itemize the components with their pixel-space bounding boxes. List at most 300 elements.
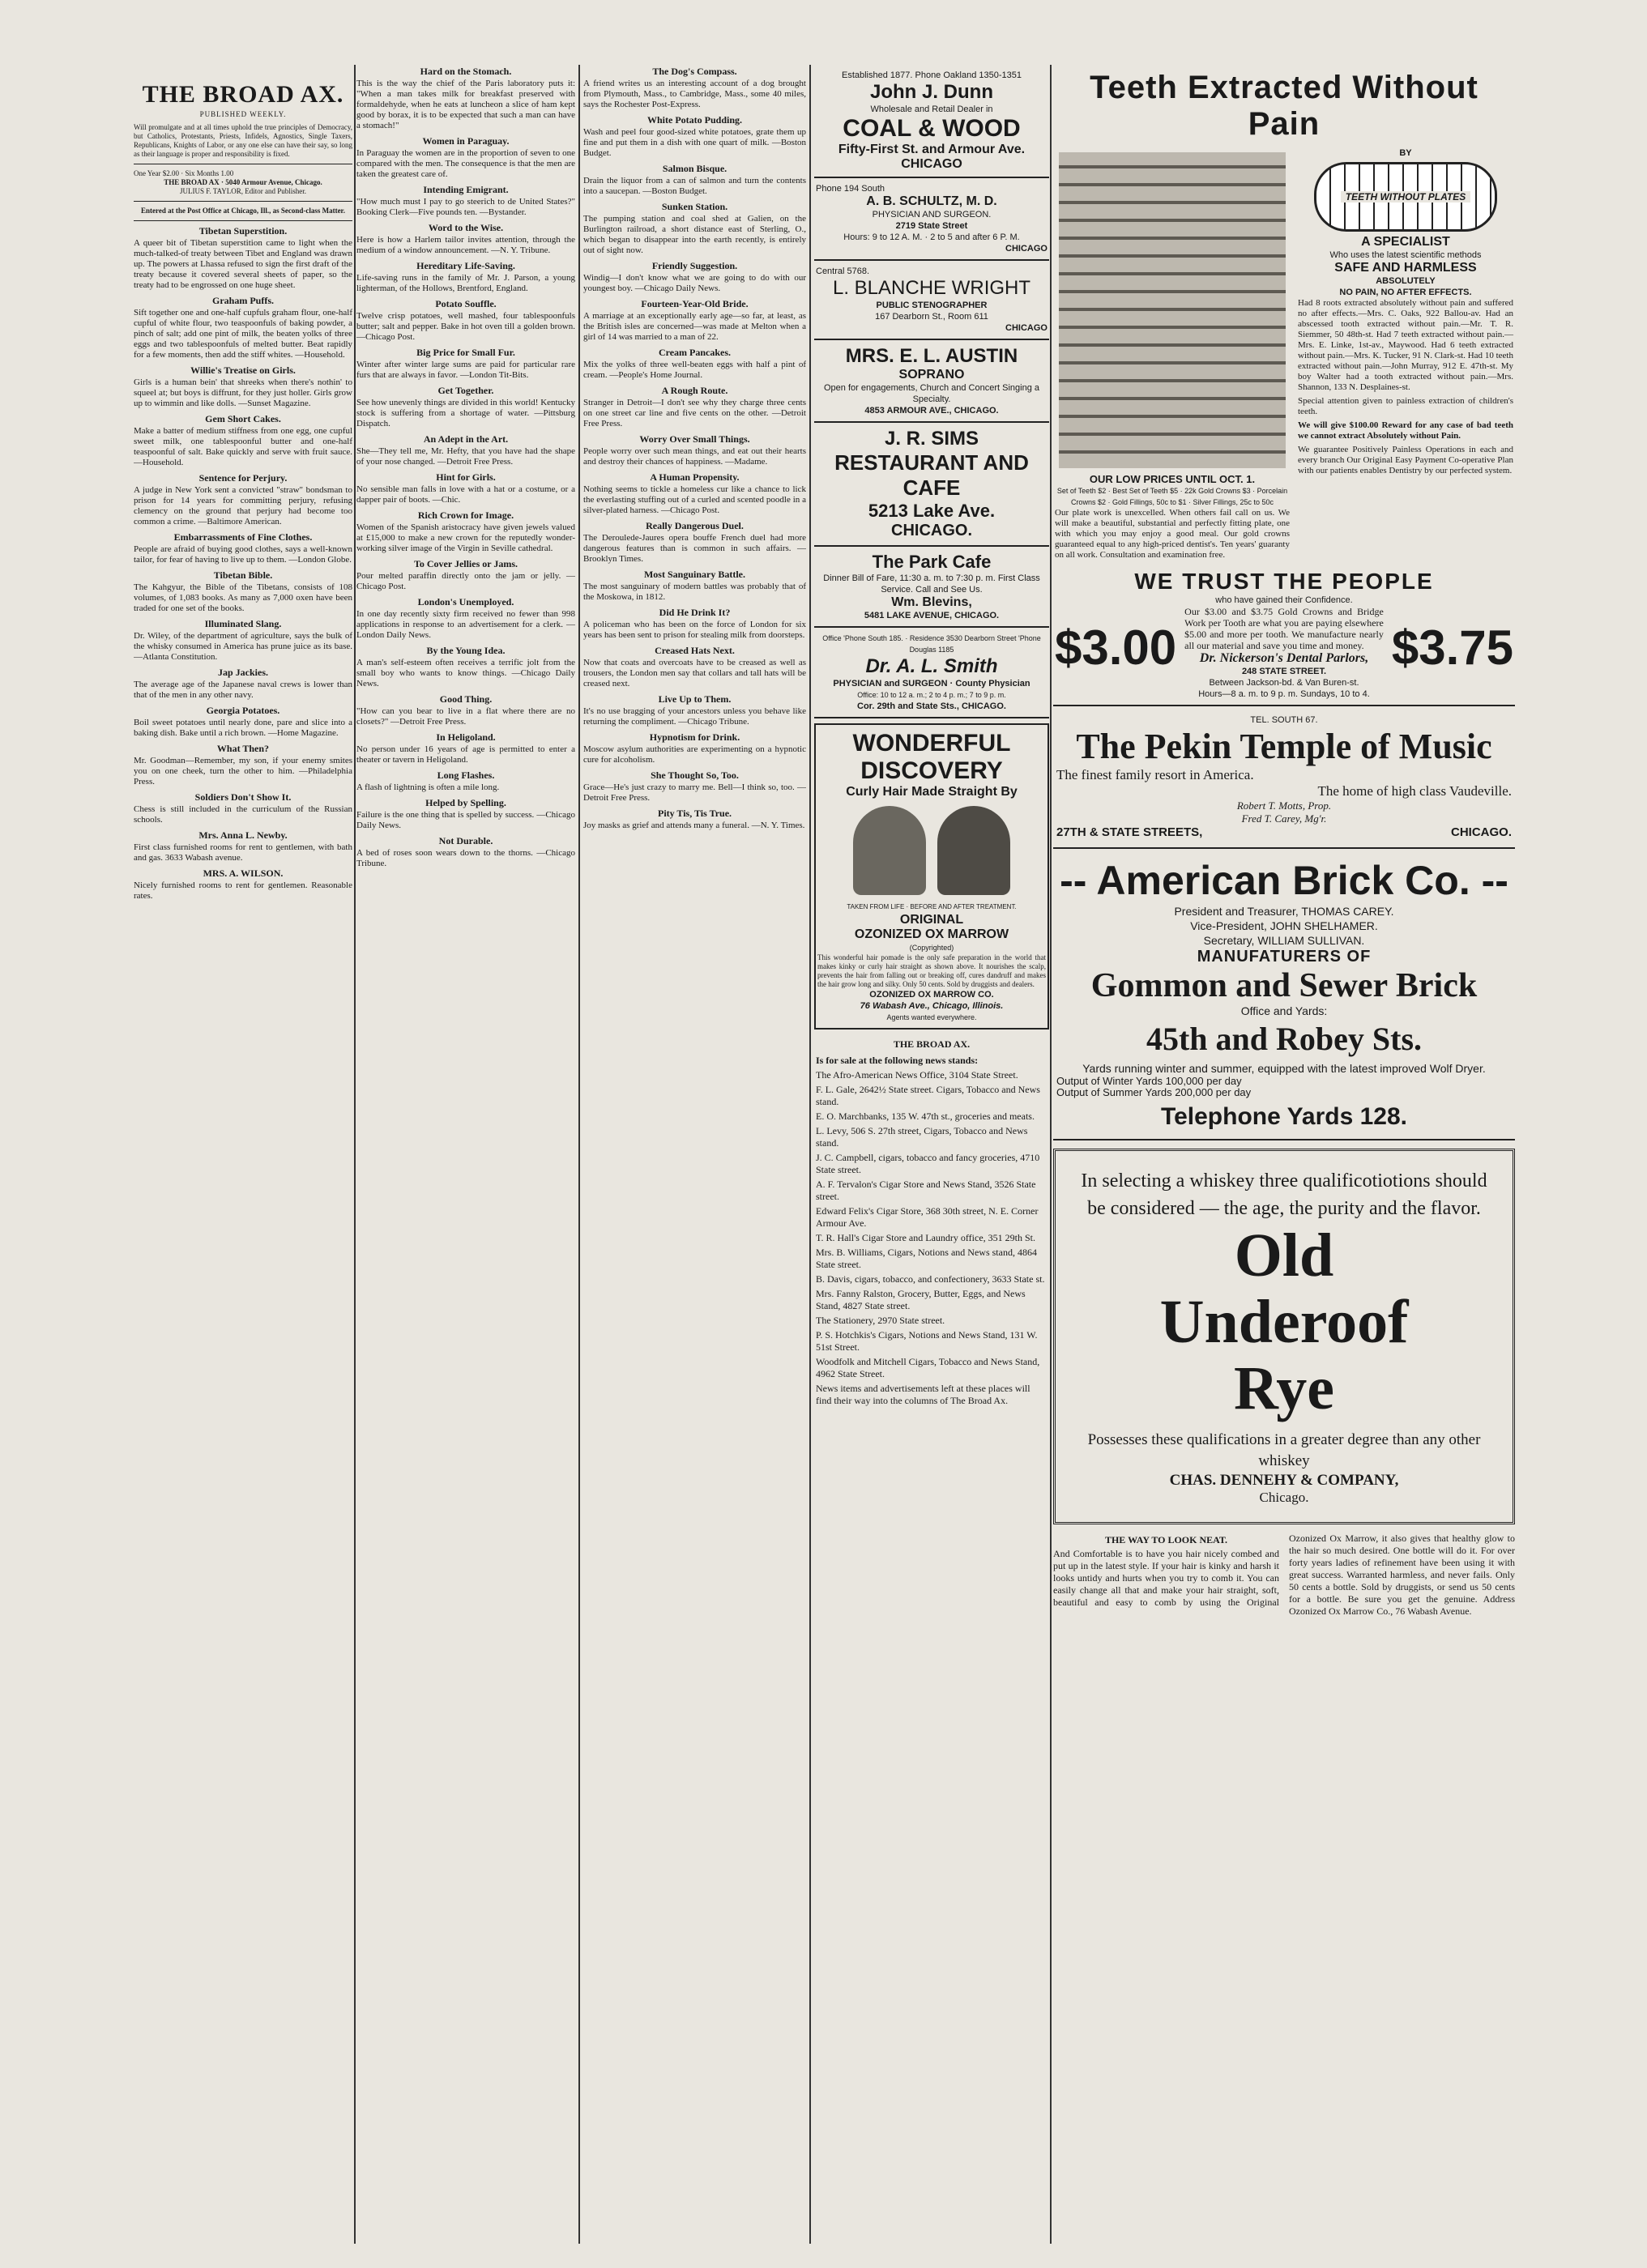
- article-body: The Kahgyur, the Bible of the Tibetans, consists of 108 volumes, of 1,083 books. As many as 7,000 oxen have been traded for one set of the books.: [134, 582, 352, 613]
- marrow-addr: 76 Wabash Ave., Chicago, Illinois.: [860, 1001, 1004, 1011]
- article-headline: Get Together.: [437, 385, 494, 396]
- article-body: People are afraid of buying good clothes, says a well-known tailor, for fear of having to live up to them. —London Globe.: [134, 544, 352, 565]
- article-headline: London's Unemployed.: [417, 596, 514, 608]
- brick-winter: Output of Winter Yards 100,000 per day: [1056, 1075, 1242, 1087]
- article: [134, 706, 352, 739]
- article: [134, 830, 352, 863]
- article-body: Windig—I don't know what we are going to do with our youngest boy. —Chicago Daily News.: [583, 273, 806, 293]
- marrow-h1: WONDERFUL: [852, 730, 1011, 757]
- article: [583, 770, 806, 804]
- article-body: The most sanguinary of modern battles was probably that of the Moskowa, in 1812.: [583, 582, 806, 602]
- article: [583, 202, 806, 256]
- article-body: Pour melted paraffin directly onto the jam or jelly. —Chicago Post.: [356, 571, 575, 591]
- article-headline: Long Flashes.: [437, 770, 495, 781]
- article: [134, 619, 352, 663]
- article-body: A judge in New York sent a convicted "straw" bondsman to prison for 14 years for committing perjury, refusing clemency on the ground that perjury had become too common a crime. —Baltimore American.: [134, 485, 352, 526]
- stand-item: Mrs. B. Williams, Cigars, Notions and News stand, 4864 State street.: [816, 1247, 1037, 1270]
- whiskey-brand-3: Rye: [1234, 1354, 1334, 1422]
- article-body: No person under 16 years of age is permitted to enter a theater or tavern in Heligoland.: [356, 744, 575, 765]
- article-headline: Most Sanguinary Battle.: [643, 569, 745, 580]
- rule-4: [1050, 65, 1052, 2244]
- article: [134, 532, 352, 565]
- look-neat-title: THE WAY TO LOOK NEAT.: [1104, 1534, 1228, 1545]
- article: [356, 472, 575, 505]
- news-stands: [814, 1034, 1049, 1410]
- park-owner: Wm. Blevins,: [891, 595, 972, 609]
- wright-name: L. BLANCHE WRIGHT: [832, 277, 1031, 299]
- dental-trust: WE TRUST THE PEOPLE: [1134, 569, 1434, 594]
- dental-addr: 248 STATE STREET.: [1241, 667, 1327, 676]
- article: [583, 261, 806, 294]
- article-body: No sensible man falls in love with a hat or a costume, or a dapper pair of boots. —Chic.: [356, 484, 575, 505]
- dental-plate: Our plate work is unexcelled. When others fail call on us. We will make a beautiful, substantial and perfectly fitting plate, one with which you may enjoy a good meal. Our gold crowns guaranteed equal to any high-priced dentist's. Ten years' guaranty on all work. Consultation and examination free.: [1055, 508, 1290, 560]
- sims-name: J. R. SIMS: [884, 428, 979, 450]
- article: [583, 646, 806, 689]
- austin-desc: Open for engagements, Church and Concert Singing a Specialty.: [824, 383, 1039, 404]
- article-headline: Willie's Treatise on Girls.: [190, 364, 296, 376]
- article-body: A queer bit of Tibetan superstition came to light when the much-talked-of treaty between Tibet and England was drawn up. The powers at Lhassa refused to sign the first draft of the treaty because it covered several sheets of paper, so the treaty had to be engrossed on one huge sheet.: [134, 238, 352, 290]
- brick-mfr: MANUFATURERS OF: [1197, 948, 1372, 966]
- schultz-hours: Hours: 9 to 12 A. M. · 2 to 5 and after 6 P. M.: [843, 232, 1020, 242]
- article: [583, 521, 806, 565]
- article: [134, 868, 352, 902]
- austin-name: MRS. E. L. AUSTIN: [845, 345, 1018, 367]
- article-headline: The Dog's Compass.: [652, 66, 737, 77]
- article-headline: A Rough Route.: [661, 385, 728, 396]
- dental-desc: Who uses the latest scientific methods: [1329, 250, 1482, 260]
- brick-office: Office and Yards:: [1240, 1004, 1328, 1017]
- whiskey-intro: In selecting a whiskey three qualificotiotions should be considered — the age, the purity and the flavor.: [1081, 1170, 1487, 1219]
- marrow-h4: OZONIZED OX MARROW: [854, 927, 1009, 941]
- article-body: Moscow asylum authorities are experimenting on a hypnotic cure for alcoholism.: [583, 744, 806, 765]
- brick-addr: 45th and Robey Sts.: [1146, 1021, 1423, 1057]
- wright-city: CHICAGO: [1005, 323, 1048, 333]
- marrow-body: This wonderful hair pomade is the only safe preparation in the world that makes kinky or curly hair straight as shown above. It nourishes the scalp, prevents the hair from falling out or breaking off, cures dandruff and makes the hair grow long and silky. Only 50 cents. Sold by druggists and dealers.: [817, 953, 1046, 988]
- article-body: Drain the liquor from a can of salmon and turn the contents into a saucepan. —Boston Budget.: [583, 176, 806, 196]
- article-headline: Georgia Potatoes.: [206, 705, 280, 716]
- brick-sec: Secretary, WILLIAM SULLIVAN.: [1203, 934, 1365, 947]
- masthead-editor: JULIUS F. TAYLOR, Editor and Publisher.: [179, 187, 307, 195]
- article-body: Boil sweet potatoes until nearly done, pare and slice into a baking dish. Bake until a rich brown. —Home Magazine.: [134, 718, 352, 738]
- stand-item: Mrs. Fanny Ralston, Grocery, Butter, Eggs, and News Stand, 4827 State street.: [816, 1288, 1026, 1311]
- price-right: $3.75: [1391, 620, 1513, 675]
- article: [356, 136, 575, 180]
- article-headline: Embarrassments of Fine Clothes.: [173, 531, 313, 543]
- marrow-h2: DISCOVERY: [860, 757, 1003, 784]
- column-3-articles: [583, 66, 806, 831]
- article: [134, 570, 352, 614]
- stand-item: F. L. Gale, 2642½ State street. Cigars, Tobacco and News stand.: [816, 1084, 1040, 1107]
- stand-item: News items and advertisements left at these places will find their way into the columns of The Broad Ax.: [816, 1383, 1030, 1406]
- dental-low: OUR LOW PRICES UNTIL OCT. 1.: [1089, 473, 1256, 485]
- article-headline: Pity Tis, Tis True.: [657, 808, 732, 819]
- article-body: She—They tell me, Mr. Hefty, that you have had the shape of your nose changed. —Detroit Free Press.: [356, 446, 575, 467]
- stands-intro: Is for sale at the following news stands:: [816, 1055, 979, 1066]
- brick-vp: Vice-President, JOHN SHELHAMER.: [1190, 919, 1378, 932]
- article-body: A man's self-esteem often receives a terrific jolt from the small boy who wants to know things. —Chicago Daily News.: [356, 658, 575, 688]
- schultz-phone: Phone 194 South: [816, 184, 885, 194]
- article-body: Grace—He's just crazy to marry me. Bell—I think so, too. —Detroit Free Press.: [583, 782, 806, 803]
- masthead-published: PUBLISHED WEEKLY.: [199, 110, 287, 118]
- stand-item: B. Davis, cigars, tobacco, and confectionery, 3633 State st.: [816, 1273, 1045, 1285]
- sims-ad: [814, 423, 1049, 547]
- article-body: Girls is a human bein' that shreeks when there's nothin' to squeel at; but boys is diffrunt, for they just holler. Girls grow up to wimmin and like dolls. —Sunset Magazine.: [134, 377, 352, 408]
- dental-special: Special attention given to painless extraction of children's teeth.: [1298, 396, 1513, 416]
- dental-testimonials: Had 8 roots extracted absolutely without pain and suffered no after effects.—Mrs. C. Oaks, 922 Ballou-av. Had an abscessed tooth extracted without pain.—Mr. T. R. Siemmer, 50 48th-st. Had 7 teeth extracted without pain.—Mrs. E. Linke, 1st-av., Maywood. Had 6 teeth extracted without pain.—Mrs. K. Tucker, 91 N. Clark-st. Had 10 teeth extracted without pain.—John Murray, 912 E. 47th-st. My boy Walter had a tooth extracted without pain.—Mrs. Shannon, 133 N. Desplaines-st.: [1298, 298, 1513, 392]
- article: [134, 744, 352, 787]
- article-headline: Illuminated Slang.: [204, 618, 282, 629]
- dental-parlor: Dr. Nickerson's Dental Parlors,: [1199, 651, 1369, 665]
- article-headline: In Heligoland.: [436, 731, 496, 743]
- schultz-ad: [814, 178, 1049, 261]
- teeth-logo-icon: [1314, 162, 1497, 232]
- schultz-name: A. B. SCHULTZ, M. D.: [866, 194, 997, 208]
- stand-item: J. C. Campbell, cigars, tobacco and fancy groceries, 4710 State street.: [816, 1152, 1040, 1175]
- article: [356, 66, 575, 131]
- article: [356, 694, 575, 727]
- dental-reward: We will give $100.00 Reward for any case of bad teeth we cannot extract Absolutely without Pain.: [1298, 420, 1513, 441]
- masthead-policy: Will promulgate and at all times uphold the true principles of Democracy, but Catholics, Protestants, Priests, Infidels, Agnostics, Single Taxers, Republicans, Knights of Labor, or any one else can have their say, so long as their language is proper and responsibility is fixed.: [134, 123, 352, 158]
- article-headline: A Human Propensity.: [650, 471, 740, 483]
- article-body: Make a batter of medium stiffness from one egg, one cupful sweet milk, one tablespoonful butter and one-half teaspoonful of salt. Bake quickly and serve with fruit sauce. —Household.: [134, 426, 352, 467]
- article: [134, 365, 352, 409]
- article-headline: Tibetan Superstition.: [198, 225, 288, 237]
- schultz-city: CHICAGO: [1005, 244, 1048, 254]
- article-headline: Gem Short Cakes.: [205, 413, 281, 424]
- pekin-city: CHICAGO.: [1451, 825, 1512, 839]
- stand-item: L. Levy, 506 S. 27th street, Cigars, Tobacco and News stand.: [816, 1125, 1028, 1149]
- park-name: The Park Cafe: [872, 552, 992, 572]
- article: [583, 347, 806, 381]
- masthead-title: THE BROAD AX.: [142, 81, 344, 108]
- article-headline: Hint for Girls.: [436, 471, 496, 483]
- article-headline: Tibetan Bible.: [213, 569, 273, 581]
- dental-absolutely: ABSOLUTELY: [1376, 276, 1436, 286]
- sims-city: CHICAGO.: [891, 522, 972, 539]
- article-headline: Friendly Suggestion.: [651, 260, 738, 271]
- after-portrait: [937, 806, 1010, 895]
- brick-yards: Yards running winter and summer, equipped with the latest improved Wolf Dryer.: [1082, 1062, 1486, 1075]
- article-body: Mix the yolks of three well-beaten eggs with half a pint of cream. —People's Home Journal.: [583, 360, 806, 380]
- article: [583, 472, 806, 516]
- article-headline: Mrs. Anna L. Newby.: [198, 829, 288, 841]
- dunn-coal: COAL & WOOD: [843, 115, 1021, 142]
- schultz-addr: 2719 State Street: [895, 221, 968, 231]
- article: [134, 296, 352, 360]
- marrow-maker: OZONIZED OX MARROW CO.: [869, 990, 994, 1000]
- article-headline: Big Price for Small Fur.: [416, 347, 515, 358]
- look-neat-body: And Comfortable is to have you hair nicely combed and put up in the latest style. If your hair is kinky and harsh it looks untidy and hurts when you try to comb it. You can easily change all that and make your hair straight, soft, beautiful and easy to comb by using the Original Ozonized Ox Marrow, it also gives that healthy glow to the hair so much desired. One bottle will do it. For over forty years ladies of refinement have been using it with great success. Warranted harmless, and never fails. Only 50 cents a bottle. Sold by druggists, or send us 50 cents for a bottle. Be sure you get the genuine. Address Ozonized Ox Marrow Co., 76 Wabash Avenue.: [1053, 1533, 1515, 1617]
- article: [356, 770, 575, 793]
- article-body: Women of the Spanish aristocracy have given jewels valued at £15,000 to make a new crown for the reputedly wonder-working silver image of the Virgin in Seville cathedral.: [356, 522, 575, 553]
- article-body: A flash of lightning is often a mile long.: [356, 782, 500, 792]
- article-body: Now that coats and overcoats have to be creased as well as trousers, the London men say that collars and tall hats will be creased next.: [583, 658, 806, 688]
- article-headline: Live Up to Them.: [658, 693, 732, 705]
- article-headline: Creased Hats Next.: [655, 645, 735, 656]
- dental-headline: Teeth Extracted Without Pain: [1090, 70, 1478, 142]
- stand-item: The Afro-American News Office, 3104 State Street.: [816, 1069, 1018, 1081]
- dunn-addr: Fifty-First St. and Armour Ave.: [838, 143, 1026, 156]
- column-5: [1053, 65, 1515, 1622]
- marrow-ad: [814, 723, 1049, 1030]
- article: [583, 732, 806, 765]
- column-1-articles: [134, 226, 352, 902]
- dental-between: Between Jackson-bd. & Van Buren-st.: [1209, 678, 1359, 688]
- column-2-articles: [356, 66, 575, 869]
- stand-item: The Stationery, 2970 State street.: [816, 1315, 945, 1326]
- article-headline: Really Dangerous Duel.: [646, 520, 744, 531]
- dunn-ad: [814, 65, 1049, 178]
- brick-name: -- American Brick Co. --: [1060, 858, 1508, 903]
- masthead-address: THE BROAD AX · 5040 Armour Avenue, Chicago.: [164, 178, 322, 186]
- austin-title: SOPRANO: [898, 368, 965, 382]
- article-headline: Word to the Wise.: [428, 222, 504, 233]
- article: [583, 434, 806, 467]
- dunn-name: John J. Dunn: [870, 81, 993, 103]
- article: [134, 667, 352, 701]
- article-body: Wash and peel four good-sized white potatoes, grate them up fine and put them in a dish with one quart of milk. —Boston Budget.: [583, 127, 806, 158]
- wright-title: PUBLIC STENOGRAPHER: [876, 301, 988, 310]
- article-body: See how unevenly things are divided in this world! Kentucky stock is suffering from a shortage of water. —Pittsburg Dispatch.: [356, 398, 575, 428]
- austin-ad: [814, 340, 1049, 423]
- article: [356, 386, 575, 429]
- dental-ad: [1053, 65, 1515, 706]
- masthead-rates: One Year $2.00 · Six Months 1.00: [134, 169, 234, 177]
- stands-list: [816, 1069, 1048, 1407]
- article-headline: Soldiers Don't Show It.: [194, 791, 292, 803]
- column-3: [583, 65, 806, 836]
- marrow-copy: (Copyrighted): [909, 944, 954, 952]
- marrow-illustration: [817, 806, 1046, 895]
- article: [583, 808, 806, 831]
- article: [356, 597, 575, 641]
- article-body: First class furnished rooms for rent to gentlemen, with bath and gas. 3633 Wabash avenue.: [134, 842, 352, 863]
- pekin-name: The Pekin Temple of Music: [1076, 727, 1492, 766]
- article: [356, 261, 575, 294]
- article: [356, 836, 575, 869]
- article: [356, 185, 575, 218]
- pekin-ad: [1053, 706, 1515, 849]
- whiskey-brand-2: Underoof: [1159, 1288, 1409, 1356]
- rule-2: [578, 65, 580, 2244]
- dental-nopain: NO PAIN, NO AFTER EFFECTS.: [1339, 288, 1472, 297]
- marrow-agents: Agents wanted everywhere.: [886, 1013, 977, 1021]
- pekin-mgr: Fred T. Carey, Mg'r.: [1241, 812, 1327, 825]
- park-ad: [814, 547, 1049, 628]
- article: [356, 732, 575, 765]
- article: [356, 559, 575, 592]
- column-2: [356, 65, 575, 874]
- park-desc: Dinner Bill of Fare, 11:30 a. m. to 7:30 p. m. First Class Service. Call and See Us.: [823, 573, 1040, 595]
- article-body: "How can you bear to live in a flat where there are no closets?" —Detroit Free Press.: [356, 706, 575, 727]
- article-headline: White Potato Pudding.: [646, 114, 742, 126]
- article-body: Here is how a Harlem tailor invites attention, through the medium of a window announcement. —N. Y. Tribune.: [356, 235, 575, 255]
- article-headline: Hypnotism for Drink.: [649, 731, 740, 743]
- article-headline: Fourteen-Year-Old Bride.: [641, 298, 749, 309]
- marrow-h3: ORIGINAL: [899, 913, 964, 927]
- article-headline: Helped by Spelling.: [425, 797, 506, 808]
- column-4: [814, 65, 1049, 1410]
- pekin-prop: Robert T. Motts, Prop.: [1236, 799, 1332, 812]
- article: [583, 115, 806, 159]
- article-body: Failure is the one thing that is spelled by success. —Chicago Daily News.: [356, 810, 575, 830]
- teeth-logo-label: TEETH WITHOUT PLATES: [1341, 191, 1470, 202]
- article-body: Nothing seems to tickle a homeless cur like a chance to lick the everlasting stuffing out of a curled and scented poodle in a silver-plated harness. —Chicago Post.: [583, 484, 806, 515]
- article-body: Nicely furnished rooms to rent for gentlemen. Reasonable rates.: [134, 880, 352, 901]
- park-addr: 5481 LAKE AVENUE, CHICAGO.: [864, 611, 1000, 620]
- article-body: The Deroulede-Jaures opera bouffe French duel had more dangerous features than is common in such affairs. —Brooklyn Times.: [583, 533, 806, 564]
- article-body: This is the way the chief of the Paris laboratory puts it: "When a man takes milk for breakfast preserved with formaldehyde, when he eats at luncheon a slice of ham kept good by borax, it is to be expected that such a man can have a stomach!": [356, 79, 575, 130]
- article-body: In Paraguay the women are in the proportion of seven to one compared with the men. The consequence is that the men are taken the greatest care of.: [356, 148, 575, 179]
- marrow-caption: TAKEN FROM LIFE · BEFORE AND AFTER TREATMENT.: [847, 903, 1017, 910]
- rule-1: [354, 65, 356, 2244]
- wright-phone: Central 5768.: [816, 266, 870, 276]
- article-body: "How much must I pay to go steerich to de United States?" Booking Clerk—Five pounds ten. —Bystander.: [356, 197, 575, 217]
- article-headline: Sunken Station.: [661, 201, 728, 212]
- dental-specialist: A SPECIALIST: [1361, 235, 1450, 249]
- article-body: A policeman who has been on the force of London for six years has been sent to prison for stealing milk from doorsteps.: [583, 620, 806, 640]
- article-headline: By the Young Idea.: [426, 645, 506, 656]
- article-body: Winter after winter large sums are paid for particular rare furs that are always in favor. —London Tit-Bits.: [356, 360, 575, 380]
- dental-trust-sub: who have gained their Confidence.: [1215, 595, 1353, 605]
- stand-item: Woodfolk and Mitchell Cigars, Tobacco and News Stand, 4962 State Street.: [816, 1356, 1040, 1379]
- article-body: Mr. Goodman—Remember, my son, if your enemy smites you on one cheek, turn the other to him. —Philadelphia Press.: [134, 756, 352, 787]
- article-body: Chess is still included in the curriculum of the Russian schools.: [134, 804, 352, 825]
- dental-guarantee: We guarantee Positively Painless Operations in each and every branch Our Original Easy Payment Co-operative Plan with our patients enables Dentistry by our perfected system.: [1298, 445, 1513, 475]
- stand-item: T. R. Hall's Cigar Store and Laundry office, 351 29th St.: [816, 1232, 1036, 1243]
- article-headline: Sentence for Perjury.: [198, 472, 288, 484]
- article-body: Twelve crisp potatoes, well mashed, four tablespoonfuls butter; salt and pepper. Bake in hot oven till a golden brown. —Chicago Post.: [356, 311, 575, 342]
- article-headline: Did He Drink It?: [659, 607, 731, 618]
- brick-ad: [1053, 849, 1515, 1140]
- column-1: [134, 65, 352, 906]
- article: [134, 792, 352, 825]
- sims-addr: 5213 Lake Ave.: [868, 501, 996, 521]
- smith-phones: Office 'Phone South 185. · Residence 3530 Dearborn Street 'Phone Douglas 1185: [822, 634, 1041, 654]
- article-body: People worry over such mean things, and eat out their hearts and destroy their chances of happiness. —Madame.: [583, 446, 806, 467]
- article-body: Dr. Wiley, of the department of agriculture, says the bulk of the whisky consumed in America has prune juice as its base. —Atlanta Constitution.: [134, 631, 352, 662]
- article-headline: Women in Paraguay.: [422, 135, 510, 147]
- article-body: A friend writes us an interesting account of a dog brought from Plymouth, Mass., to Cambridge, Mass., some 40 miles, says the Rochester Post-Express.: [583, 79, 806, 109]
- article-headline: Good Thing.: [439, 693, 493, 705]
- article-headline: Intending Emigrant.: [423, 184, 509, 195]
- article-headline: Jap Jackies.: [217, 667, 268, 678]
- before-portrait: [853, 806, 926, 895]
- brick-pres: President and Treasurer, THOMAS CAREY.: [1174, 905, 1394, 918]
- article-headline: To Cover Jellies or Jams.: [413, 558, 518, 569]
- dental-trust-body: Our $3.00 and $3.75 Gold Crowns and Bridge Work per Tooth are what you are paying elsewhere $5.00 and more per tooth. We manufacture nearly all our material and save you time and money.: [1184, 606, 1384, 651]
- article-headline: MRS. A. WILSON.: [203, 868, 284, 879]
- article-headline: An Adept in the Art.: [423, 433, 509, 445]
- whiskey-brand-1: Old: [1234, 1221, 1334, 1290]
- article: [134, 473, 352, 527]
- article-body: In one day recently sixty firm received no fewer than 998 applications in response to an advertisement for a clerk. —London Daily News.: [356, 609, 575, 640]
- smith-name: Dr. A. L. Smith: [865, 655, 998, 677]
- article-body: A bed of roses soon wears down to the thorns. —Chicago Tribune.: [356, 848, 575, 868]
- article-body: The pumping station and coal shed at Galien, on the Burlington railroad, a short distance east of Sterling, O., which began to disappear into the earth recently, is entirely out of sight now.: [583, 214, 806, 255]
- whiskey-ad: [1053, 1149, 1515, 1524]
- article-body: Joy masks as grief and attends many a funeral. —N. Y. Times.: [583, 821, 805, 830]
- article: [356, 434, 575, 467]
- smith-title: PHYSICIAN and SURGEON · County Physician: [833, 679, 1030, 688]
- article: [134, 414, 352, 468]
- article: [134, 226, 352, 291]
- stand-item: Edward Felix's Cigar Store, 368 30th street, N. E. Corner Armour Ave.: [816, 1205, 1039, 1229]
- article: [583, 66, 806, 110]
- pekin-addr: 27TH & STATE STREETS,: [1056, 825, 1203, 839]
- article-headline: Hereditary Life-Saving.: [416, 260, 515, 271]
- smith-hours: Office: 10 to 12 a. m.; 2 to 4 p. m.; 7 to 9 p. m.: [857, 691, 1006, 699]
- article-headline: Cream Pancakes.: [658, 347, 732, 358]
- article: [583, 569, 806, 603]
- article-body: Stranger in Detroit—I don't see why they charge three cents on one street car line and five cents on the other. —Detroit Free Press.: [583, 398, 806, 428]
- look-neat: [1053, 1533, 1515, 1618]
- sims-title: RESTAURANT AND CAFE: [834, 450, 1029, 500]
- article-body: The average age of the Japanese naval crews is lower than that of the men in any other navy.: [134, 680, 352, 700]
- article-headline: Potato Souffle.: [435, 298, 497, 309]
- stands-title: THE BROAD AX.: [893, 1038, 971, 1050]
- article: [356, 347, 575, 381]
- dunn-city: CHICAGO: [901, 157, 962, 171]
- dental-by: BY: [1399, 148, 1412, 158]
- stand-item: E. O. Marchbanks, 135 W. 47th st., groceries and meats.: [816, 1111, 1035, 1122]
- article: [356, 510, 575, 554]
- whiskey-city: Chicago.: [1259, 1490, 1309, 1505]
- building-illustration: [1059, 152, 1286, 468]
- article-headline: Not Durable.: [438, 835, 493, 846]
- whiskey-maker: CHAS. DENNEHY & COMPANY,: [1169, 1472, 1399, 1489]
- brick-summer: Output of Summer Yards 200,000 per day: [1056, 1086, 1252, 1098]
- article-body: Life-saving runs in the family of Mr. J. Parson, a young lighterman, of the Hollows, Brentford, England.: [356, 273, 575, 293]
- smith-addr: Cor. 29th and State Sts., CHICAGO.: [857, 701, 1006, 711]
- article: [583, 164, 806, 197]
- article-body: Sift together one and one-half cupfuls graham flour, one-half cupful of white flour, two teaspoonfuls of baking powder, a pinch of salt; add one pint of milk, the beaten yolks of three eggs and two tablespoonfuls of melted butter. Beat rapidly for a few moments, then add the stiff whites. —Household.: [134, 308, 352, 360]
- article-headline: Hard on the Stomach.: [420, 66, 512, 77]
- article-headline: Worry Over Small Things.: [639, 433, 750, 445]
- article: [583, 386, 806, 429]
- pekin-tel: TEL. SOUTH 67.: [1250, 715, 1318, 725]
- article: [356, 798, 575, 831]
- austin-addr: 4853 ARMOUR AVE., CHICAGO.: [864, 406, 999, 416]
- dental-prices: Set of Teeth $2 · Best Set of Teeth $5 · 22k Gold Crowns $3 · Porcelain Crowns $2 · Gold Fillings, 50c to $1 · Silver Fillings, 25c to 50c: [1056, 487, 1288, 506]
- masthead-entry: Entered at the Post Office at Chicago, Ill., as Second-class Matter.: [141, 207, 345, 215]
- price-left: $3.00: [1055, 620, 1177, 675]
- article-headline: Graham Puffs.: [212, 295, 274, 306]
- article: [583, 694, 806, 727]
- schultz-title: PHYSICIAN AND SURGEON.: [872, 210, 992, 220]
- article: [356, 646, 575, 689]
- article-headline: Rich Crown for Image.: [417, 509, 514, 521]
- article-body: A marriage at an exceptionally early age—so far, at least, as the British isles are concerned—was made at Melton when a girl of 14 was married to a man of 22.: [583, 311, 806, 342]
- rule-3: [809, 65, 811, 2244]
- wright-ad: [814, 261, 1049, 340]
- article: [583, 299, 806, 343]
- article: [583, 608, 806, 641]
- article-headline: What Then?: [216, 743, 270, 754]
- pekin-line1: The finest family resort in America.: [1056, 767, 1254, 782]
- dunn-line: Wholesale and Retail Dealer in: [870, 104, 993, 114]
- article-headline: Salmon Bisque.: [662, 163, 727, 174]
- article-headline: She Thought So, Too.: [651, 770, 739, 781]
- article-body: It's no use bragging of your ancestors unless you behave like returning the compliment. —Chicago Tribune.: [583, 706, 806, 727]
- whiskey-claim: Possesses these qualifications in a greater degree than any other whiskey: [1087, 1431, 1481, 1469]
- pekin-line2: The home of high class Vaudeville.: [1317, 783, 1512, 799]
- stand-item: A. F. Tervalon's Cigar Store and News Stand, 3526 State street.: [816, 1179, 1036, 1202]
- dental-safe: SAFE AND HARMLESS: [1334, 261, 1477, 275]
- brick-phone: Telephone Yards 128.: [1160, 1103, 1408, 1130]
- article: [356, 299, 575, 343]
- dental-hours: Hours—8 a. m. to 9 p. m. Sundays, 10 to 4.: [1198, 689, 1370, 699]
